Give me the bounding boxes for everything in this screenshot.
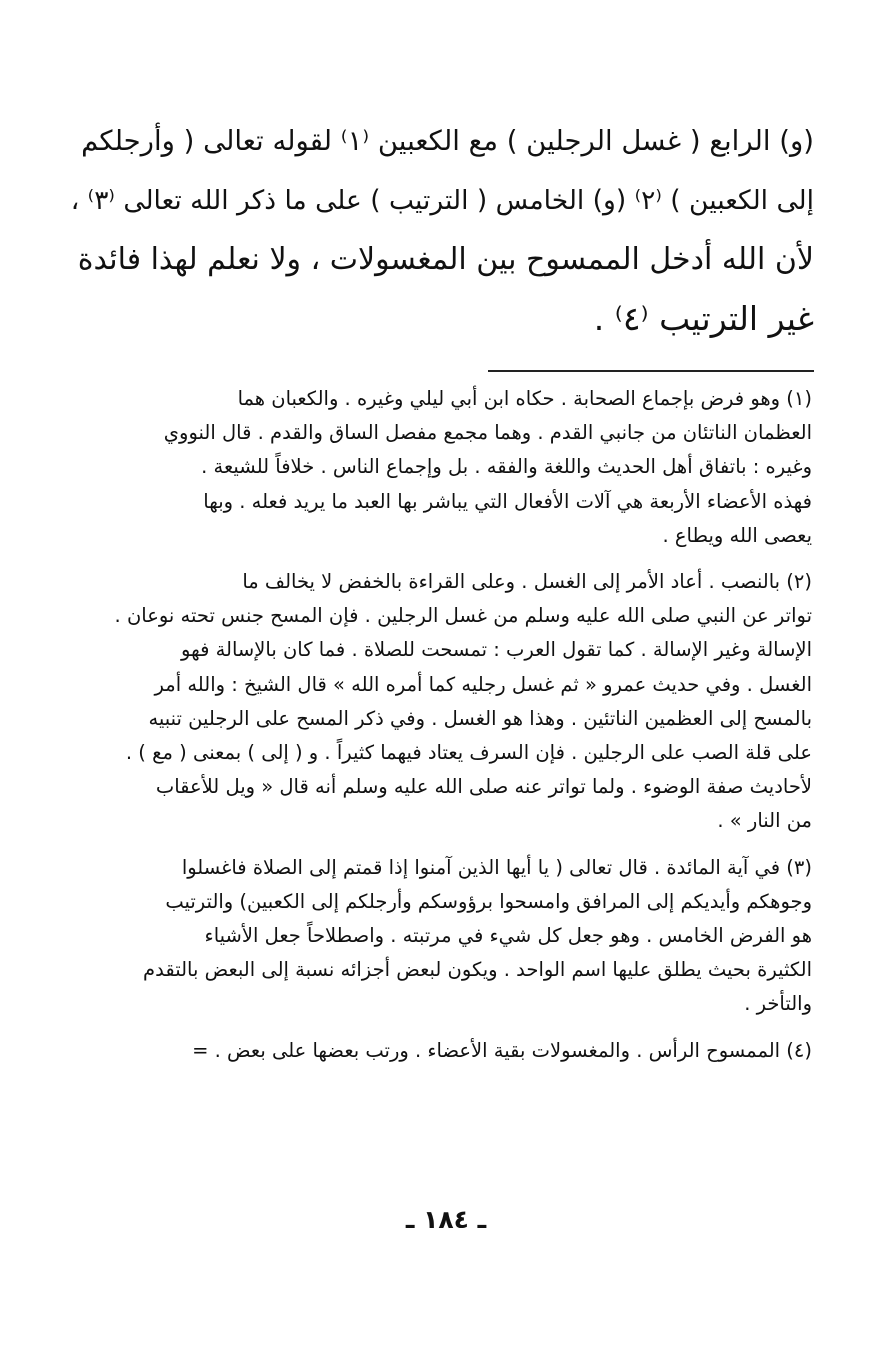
footnote-line: (١) وهو فرض بإجماع الصحابة . حكاه ابن أبي ليلي وغيره . والكعبان هما [237, 387, 812, 410]
footnote-line: الكثيرة بحيث يطلق عليها اسم الواحد . ويكون لبعض أجزائه نسبة إلى البعض بالتقدم [143, 958, 812, 982]
footnote-line: بالمسح إلى العظمين الناتئين . وهذا هو الغسل . وفي ذكر المسح على الرجلين تنبيه [148, 706, 812, 730]
footnote-line: (٢) بالنصب . أعاد الأمر إلى الغسل . وعلى القراءة بالخفض لا يخالف ما [242, 570, 812, 594]
footnote-line: من النار » . [717, 809, 812, 833]
page-number: ـ ١٨٤ ـ [405, 1205, 487, 1234]
footnote-4 [78, 1034, 812, 1068]
footnote-line: يعصى الله ويطاع . [662, 523, 812, 547]
footnote-line: لأحاديث صفة الوضوء . ولما تواتر عنه صلى الله عليه وسلم أنه قال « ويل للأعقاب [155, 775, 812, 799]
footnote-line: العظمان الناتئان من جانبي القدم . وهما مجمع مفصل الساق والقدم . قال النووي [163, 421, 812, 445]
footnote-line: وغيره : باتفاق أهل الحديث واللغة والفقه . بل وإجماع الناس . خلافاً للشيعة . [201, 455, 812, 479]
footnote-line: تواتر عن النبي صلى الله عليه وسلم من غسل الرجلين . فإن المسح جنس تحته نوعان . [114, 604, 812, 628]
footnote-line: على قلة الصب على الرجلين . فإن السرف يعتاد فيهما كثيراً . و ( إلى ) بمعنى ( مع ) . [125, 741, 812, 765]
footnote-line: الغسل . وفي حديث عمرو « ثم غسل رجليه كما أمره الله » قال الشيخ : والله أمر [154, 672, 812, 696]
footnote-2 [78, 565, 812, 839]
footnote-line: فهذه الأعضاء الأربعة هي آلات الأفعال التي يباشر بها العبد ما يريد فعله . وبها [203, 489, 812, 513]
main-text-line: (و) الرابع ( غسل الرجلين ) مع الكعبين ⁽١⁾ لقوله تعالى ( وأرجلكم [81, 125, 814, 157]
footnote-line: وجوهكم وأيديكم إلى المرافق وامسحوا برؤوسكم وأرجلكم إلى الكعبين) والترتيب [165, 889, 812, 913]
footnote-line: (٤) الممسوح الرأس . والمغسولات بقية الأعضاء . ورتب بعضها على بعض . = [192, 1038, 812, 1062]
footnote-line: (٣) في آية المائدة . قال تعالى ( يا أيها الذين آمنوا إذا قمتم إلى الصلاة فاغسلوا [181, 855, 812, 879]
main-text-line: غير الترتيب ⁽٤⁾ . [593, 299, 814, 338]
footnote-divider [488, 370, 814, 372]
footnote-1 [78, 382, 812, 553]
main-text-line: لأن الله أدخل الممسوح بين المغسولات ، ولا نعلم لهذا فائدة [77, 242, 814, 277]
footnote-line: هو الفرض الخامس . وهو جعل كل شيء في مرتبته . واصطلاحاً جعل الأشياء [204, 924, 812, 948]
footnote-3 [78, 851, 812, 1022]
footnotes [78, 382, 812, 1080]
footnote-line: الإسالة وغير الإسالة . كما تقول العرب : تمسحت للصلاة . فما كان بالإسالة فهو [181, 638, 812, 662]
main-text-line: إلى الكعبين ) ⁽٢⁾ (و) الخامس ( الترتيب ) على ما ذكر الله تعالى ⁽٣⁾ ، [70, 185, 814, 216]
footnote-line: والتأخر . [744, 992, 812, 1016]
main-text [70, 112, 814, 348]
